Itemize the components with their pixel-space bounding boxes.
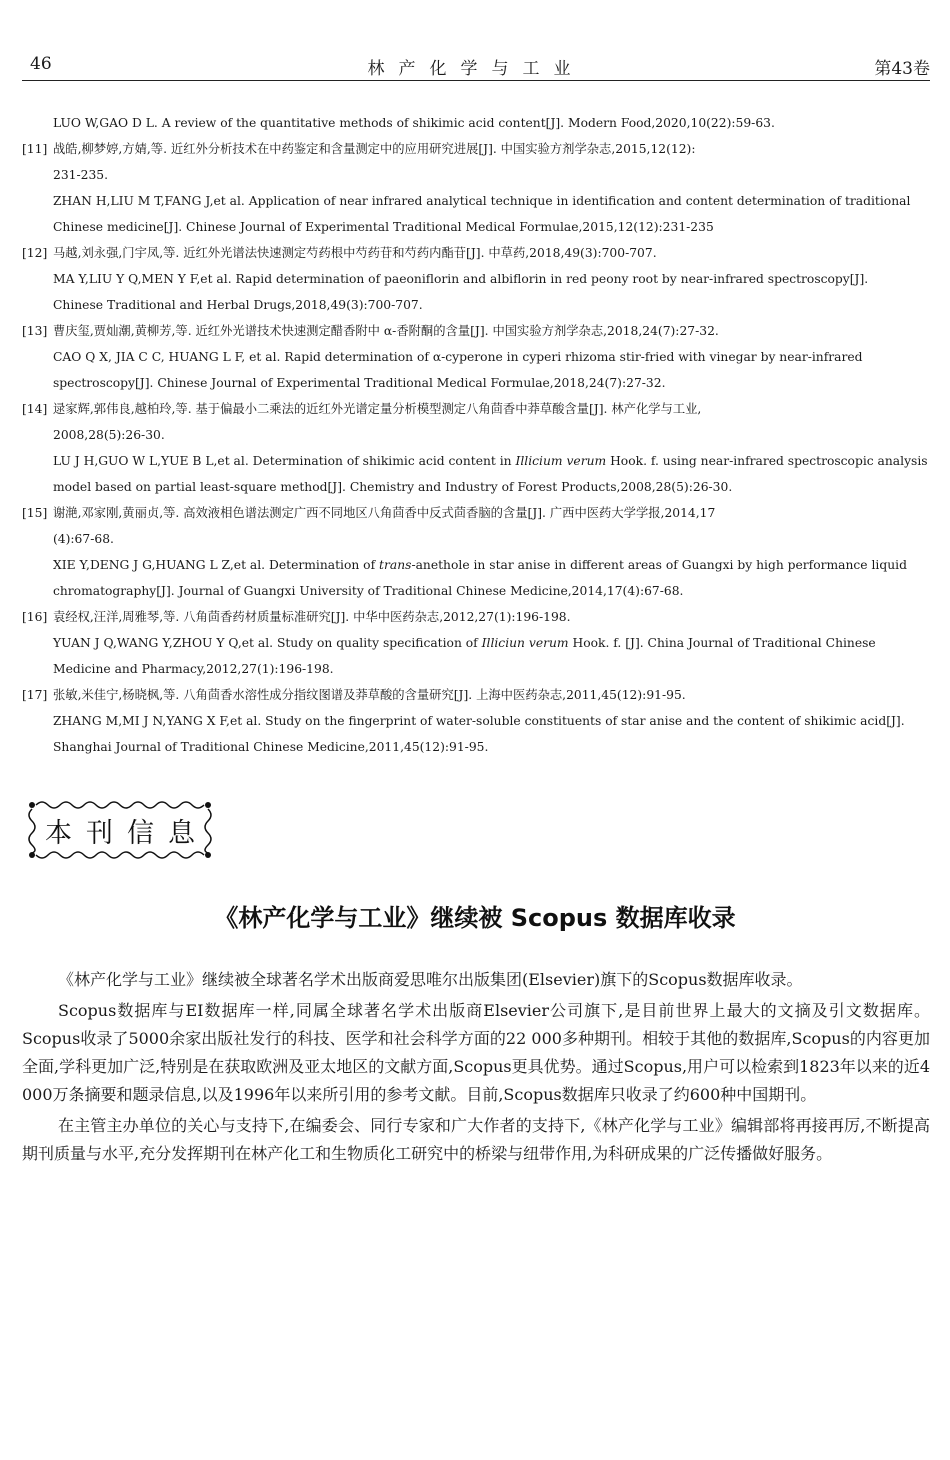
reference-line: 战皓,柳梦婷,方婧,等. 近红外分析技术在中药鉴定和含量测定中的应用研究进展[J]. 中国实验方剂学杂志,2015,12(12): (53, 142, 696, 156)
reference-number: [17] (22, 688, 48, 702)
volume-label: 第43卷 (874, 59, 930, 79)
reference-line: LUO W,GAO D L. A review of the quantitative methods of shikimic acid content[J]. Modern Food,2020,10(22):59-63. (53, 116, 775, 130)
reference-line: Chinese medicine[J]. Chinese Journal of Experimental Traditional Medical Formulae,2015,12(12):231-235 (53, 220, 714, 234)
article-paragraph: 《林产化学与工业》继续被全球著名学术出版商爱思唯尔出版集团(Elsevier)旗下的Scopus数据库收录。 (58, 970, 803, 989)
reference-line: ZHAN H,LIU M T,FANG J,et al. Application of near infrared analytical technique in identification and content determination of traditional (53, 194, 911, 208)
reference-entry (22, 500, 930, 604)
reference-line: spectroscopy[J]. Chinese Journal of Experimental Traditional Medical Formulae,2018,24(7):27-32. (53, 376, 666, 390)
reference-line: LU J H,GUO W L,YUE B L,et al. Determination of shikimic acid content in Illicium verum Hook. f. using near-infrared spectroscopic analysis (53, 454, 928, 468)
reference-line: ZHANG M,MI J N,YANG X F,et al. Study on the fingerprint of water-soluble constituents of star anise and the content of shikimic acid[J]. (53, 714, 905, 728)
reference-entry (22, 396, 930, 500)
reference-number: [14] (22, 402, 48, 416)
reference-line: 谢滟,邓家刚,黄丽贞,等. 高效液相色谱法测定广西不同地区八角茴香中反式茴香脑的含量[J]. 广西中医药大学学报,2014,17 (53, 506, 716, 520)
reference-line: 马越,刘永强,门宇凤,等. 近红外光谱法快速测定芍药根中芍药苷和芍药内酯苷[J]. 中草药,2018,49(3):700-707. (53, 246, 657, 260)
reference-line: 曹庆玺,贾灿潮,黄柳芳,等. 近红外光谱技术快速测定醋香附中 α-香附酮的含量[J]. 中国实验方剂学杂志,2018,24(7):27-32. (53, 324, 719, 338)
reference-entry (22, 110, 930, 136)
reference-entry (22, 240, 930, 318)
reference-entry (22, 318, 930, 396)
reference-line: 2008,28(5):26-30. (53, 428, 165, 442)
reference-line: MA Y,LIU Y Q,MEN Y F,et al. Rapid determination of paeoniflorin and albiflorin in red peony root by near-infrared spectroscopy[J]. (53, 272, 869, 286)
reference-list (22, 110, 930, 760)
reference-line: 袁经权,汪洋,周雅琴,等. 八角茴香药材质量标准研究[J]. 中华中医药杂志,2012,27(1):196-198. (53, 610, 571, 624)
section-banner-text: 本刊信息 (45, 818, 209, 849)
reference-line: CAO Q X, JIA C C, HUANG L F, et al. Rapid determination of α-cyperone in cyperi rhizoma stir-fried with vinegar by near-infrared (53, 350, 863, 364)
reference-line: (4):67-68. (53, 532, 114, 546)
reference-number: [12] (22, 246, 48, 260)
reference-entry (22, 682, 930, 760)
reference-line: Medicine and Pharmacy,2012,27(1):196-198. (53, 662, 334, 676)
page-header (22, 50, 930, 81)
journal-title: 林产化学与工业 (367, 59, 585, 79)
reference-line: 逯家辉,郭伟良,越柏玲,等. 基于偏最小二乘法的近红外光谱定量分析模型测定八角茴香中莽草酸含量[J]. 林产化学与工业, (53, 402, 702, 416)
reference-line: Chinese Traditional and Herbal Drugs,2018,49(3):700-707. (53, 298, 423, 312)
reference-entry (22, 604, 930, 682)
reference-line: 231-235. (53, 168, 109, 182)
reference-entry (22, 136, 930, 240)
reference-line: XIE Y,DENG J G,HUANG L Z,et al. Determination of trans-anethole in star anise in different areas of Guangxi by high performance liquid (53, 558, 907, 572)
reference-line: Shanghai Journal of Traditional Chinese Medicine,2011,45(12):91-95. (53, 740, 489, 754)
reference-number: [11] (22, 142, 48, 156)
reference-line: 张敏,米佳宁,杨晓枫,等. 八角茴香水溶性成分指纹图谱及莽草酸的含量研究[J]. 上海中医药杂志,2011,45(12):91-95. (53, 688, 686, 702)
section-banner (22, 795, 218, 865)
article-body (22, 966, 930, 1171)
reference-line: YUAN J Q,WANG Y,ZHOU Y Q,et al. Study on quality specification of Illiciun verum Hook. f. [J]. China Journal of Traditional Chinese (53, 636, 876, 650)
article-title: 《林产化学与工业》继续被 Scopus 数据库收录 (214, 904, 736, 932)
article-paragraph: 在主管主办单位的关心与支持下,在编委会、同行专家和广大作者的支持下,《林产化学与工业》编辑部将再接再厉,不断提高期刊质量与水平,充分发挥期刊在林产化工和生物质化工研究中的桥梁与纽带作用,为科研成果的广泛传播做好服务。 (22, 1116, 930, 1163)
reference-number: [15] (22, 506, 48, 520)
article-paragraph: Scopus数据库与EI数据库一样,同属全球著名学术出版商Elsevier公司旗下,是目前世界上最大的文摘及引文数据库。Scopus收录了5000余家出版社发行的科技、医学和社会科学方面的22 000多种期刊。相较于其他的数据库,Scopus的内容更加全面,学科更加广泛,特别是在获取欧洲及亚太地区的文献方面,Scopus更具优势。通过Scopus,用户可以检索到1823年以来的近4 000万条摘要和题录信息,以及1996年以来所引用的参考文献。目前,Scopus数据库只收录了约600种中国期刊。 (22, 1001, 930, 1104)
reference-line: chromatography[J]. Journal of Guangxi University of Traditional Chinese Medicine,2014,17(4):67-68. (53, 584, 684, 598)
reference-number: [16] (22, 610, 48, 624)
reference-line: model based on partial least-square method[J]. Chemistry and Industry of Forest Products,2008,28(5):26-30. (53, 480, 733, 494)
page-number: 46 (30, 54, 52, 74)
reference-number: [13] (22, 324, 48, 338)
